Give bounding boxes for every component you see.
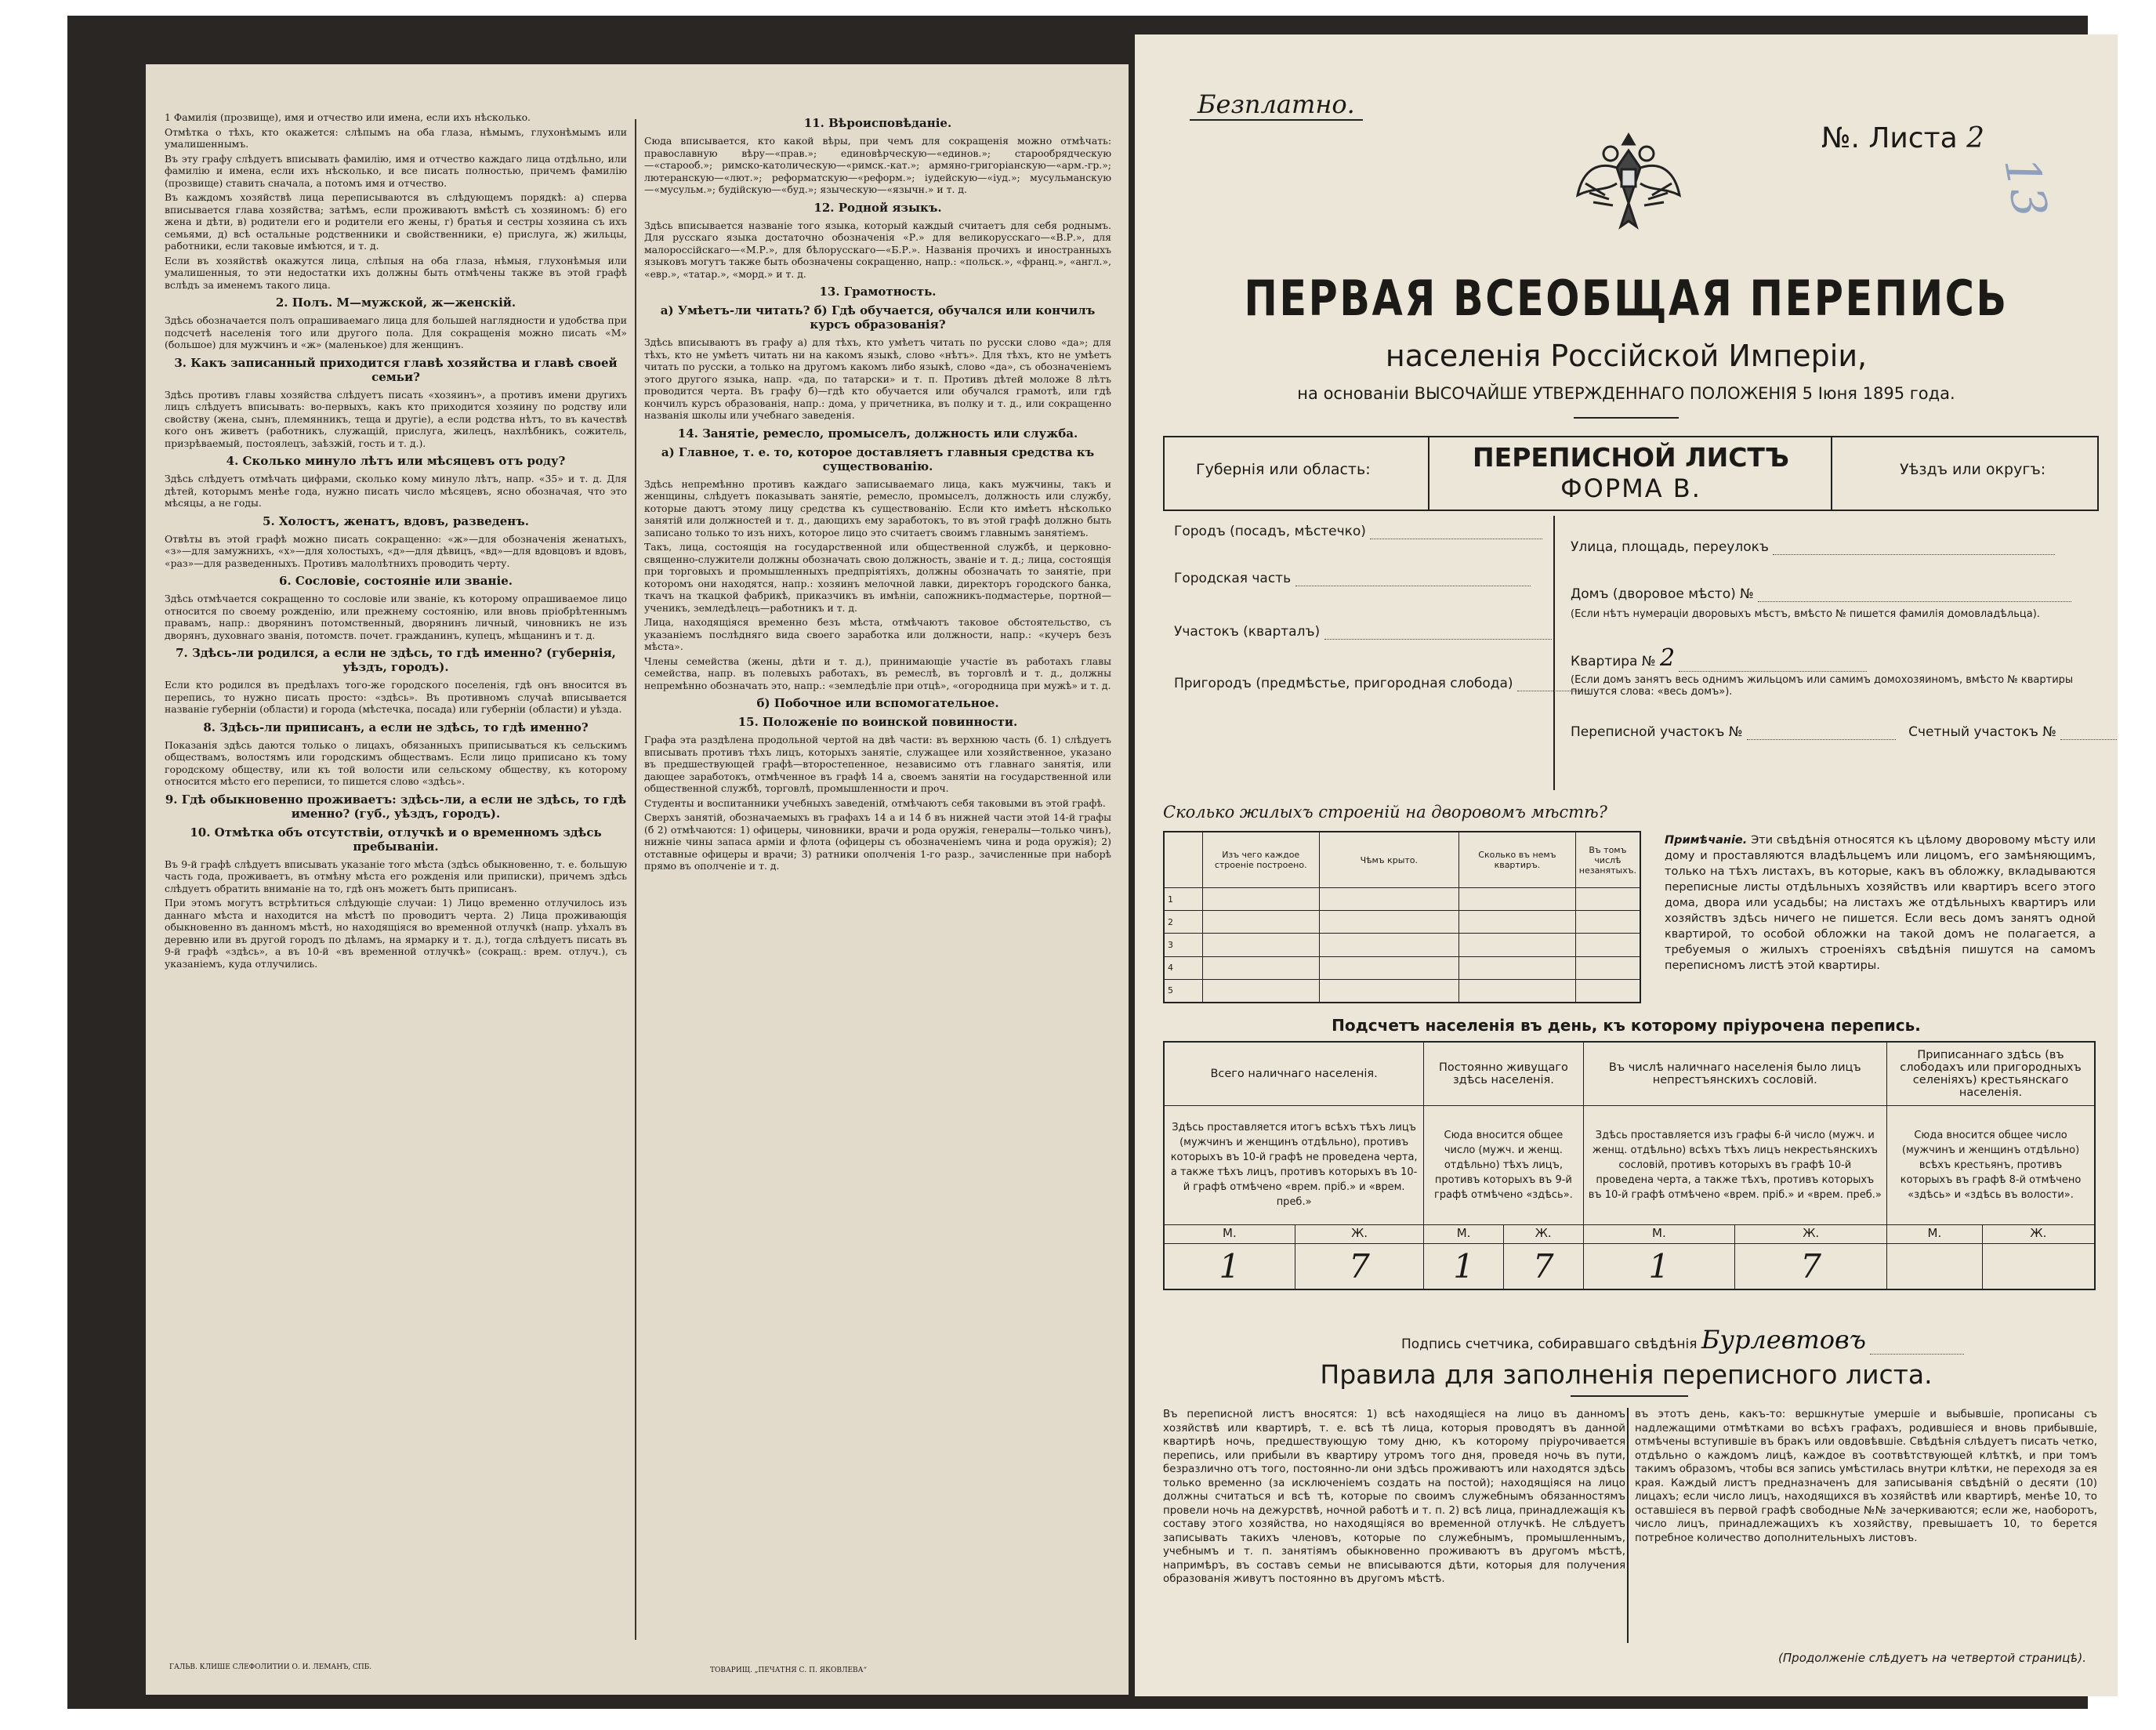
yard-note-text: Эти свѣдѣнія относятся къ цѣлому дворовому мѣсту или дому и проставляются владѣльцемъ или лицомъ, его замѣняющимъ, только на тѣхъ листахъ, въ которые, какъ въ обложку, вкладываются переписные листы отдѣльныхъ хозяйствъ или квартиръ всего этого дома, двора или усадьбы; на листахъ же отдѣльныхъ квартиръ или хозяйствъ здѣсь ничего не пишется. Если весь домъ занятъ одной квартирой, то особой обложки на такой домъ не полагается, а требуемыя о жилыхъ строеніяхъ свѣдѣнія пишутся на самомъ переписномъ листѣ этой квартиры.	[1665, 834, 2096, 972]
instructions-column-2	[644, 111, 1111, 1648]
population-header-present: Всего наличнаго населенія.	[1164, 1042, 1424, 1105]
instruction-paragraph: Здѣсь вписываютъ въ графу а) для тѣхъ, кто умѣетъ читать по русски слово «да»; для тѣхъ, кто не умѣетъ читать ни на какомъ языкѣ, слово «нѣтъ». Для тѣхъ, кто не умѣетъ читать по русски, а только на другомъ какомъ либо языкѣ, слово «да», съ обозначеніемъ этого другого языка, напр. «да, по татарски» и т. п. Противъ дѣтей моложе 8 лѣтъ проводится черта. Въ графу б)—гдѣ кто обучается или обучался грамотѣ, или гдѣ кончилъ курсъ образованія, напр.: дома, у причетника, въ полку и т. д., или сокращенно названія школы или учебнаго заведенія.	[644, 336, 1111, 421]
population-header-resident: Постоянно живущаго здѣсь населенія.	[1424, 1042, 1583, 1105]
female-header: Ж.	[1295, 1225, 1423, 1244]
address-city-part-label: Городская часть	[1174, 571, 1292, 586]
instruction-paragraph: 1 Фамилія (прозвище), имя и отчество или имена, если ихъ нѣсколько.	[165, 111, 531, 123]
apartment-label: Квартира №	[1571, 654, 1656, 669]
instruction-paragraph: Здѣсь непремѣнно противъ каждаго записываемаго лица, какъ мужчины, такъ и женщины, слѣдуетъ показывать занятіе, ремесло, промыселъ, должность или службу, которые даютъ этому лицу средства къ существованію. Если кто имѣетъ нѣсколько занятій или должностей и т. д., дающихъ ему заработокъ, то въ этой графѣ должно быть записано только то изъ нихъ, которое лицо это считаетъ своимъ главнымъ занятіемъ.	[644, 477, 1111, 539]
instruction-heading: 12. Родной языкъ.	[813, 200, 942, 215]
instruction-paragraph: Здѣсь отмѣчается сокращенно то сословіе или званіе, къ которому опрашиваемое лицо относится по своему рожденію, или прежнему состоянію, или вновь пріобрѣтеннымъ правамъ, напр.: дворянинъ потомственный, дворянинъ личный, чиновникъ не изъ дворянъ, духовнаго званія, потомств. почет. гражданинъ, купецъ, мѣщанинъ и т. д.	[165, 593, 627, 641]
instruction-paragraph: При этомъ могутъ встрѣтиться слѣдующіе случаи: 1) Лицо временно отлучилось изъ даннаго мѣста и находится на мѣстѣ по проводитъ черта. 2) Лица проживающія обыкновенно въ данномъ мѣстѣ, но находящіяся во временной отлучкѣ (напр. уѣхалъ въ деревню или въ другой городъ по дѣламъ, на ярмарку и т. д.), тогда слѣдуетъ писать въ 9-й графѣ «здѣсь», а въ 10-й «въ временной отлучкѣ» (сокращ.: врем. отлуч.), съ указаніемъ, куда отлучились.	[165, 897, 627, 970]
table-row	[1164, 979, 1640, 1003]
house-label: Домъ (дворовое мѣсто) №	[1571, 586, 1754, 602]
instruction-paragraph: Если кто родился въ предѣлахъ того-же городского поселенія, гдѣ онъ вносится въ перепись, то нужно писать просто: «здѣсь». Въ противномъ случаѣ вписывается названіе губерніи (области) и города (мѣстечка, посада) или губерніи (области) и уѣзда.	[165, 679, 627, 715]
instruction-heading: 2. Полъ. М—мужской, ж—женскій.	[275, 296, 516, 310]
male-header: М.	[1424, 1225, 1504, 1244]
yard-buildings-table	[1163, 831, 1641, 1003]
table-row	[1164, 956, 1640, 979]
address-city-part	[1174, 571, 1531, 586]
instruction-paragraph: Лица, находящіяся временно безъ мѣста, отмѣчаютъ таковое обстоятельство, съ указаніемъ послѣдняго вида своего заработка или должности, напр.: «кучеръ безъ мѣста».	[644, 616, 1111, 652]
male-header: М.	[1887, 1225, 1983, 1244]
non-peasant-male-count: 1	[1583, 1243, 1735, 1289]
table-row	[1164, 934, 1640, 956]
instruction-heading: а) Умѣетъ-ли читать? б) Гдѣ обучается, обучался или кончилъ курсъ образованія?	[660, 303, 1096, 332]
instruction-paragraph: Въ 9-й графѣ слѣдуетъ вписывать указаніе того мѣста (здѣсь обыкновенно, т. е. большую часть года, проживаетъ, въ отмѣну мѣста его рожденія или приписки), причемъ здѣсь слѣдуетъ обратить вниманіе на то, гдѣ онъ можетъ быть приписанъ.	[165, 858, 627, 894]
instruction-paragraph: Отвѣты въ этой графѣ можно писать сокращенно: «ж»—для обозначенія женатыхъ, «з»—для замужнихъ, «х»—для холостыхъ, «д»—для дѣвицъ, «вд»—для вдовцовъ и вдовъ, «раз»—для разведенныхъ. Противъ малолѣтнихъ проводить черту.	[165, 532, 627, 569]
house-note: (Если нѣтъ нумераціи дворовыхъ мѣстъ, вмѣсто № пишется фамилія домовладѣльца).	[1571, 608, 2040, 620]
instruction-heading: 8. Здѣсь-ли приписанъ, а если не здѣсь, то гдѣ именно?	[203, 720, 589, 734]
instruction-heading: 15. Положеніе по воинской повинности.	[737, 715, 1018, 729]
signature-value: Бурлевтовъ	[1701, 1325, 1866, 1355]
female-header: Ж.	[1503, 1225, 1583, 1244]
instruction-heading: а) Главное, т. е. то, которое доставляетъ главныя средства къ существованію.	[661, 444, 1095, 473]
census-district-label: Переписной участокъ №	[1571, 724, 1743, 740]
street-field	[1571, 539, 2055, 555]
census-title: ПЕРВАЯ ВСЕОБЩАЯ ПЕРЕПИСЬ	[1244, 270, 2009, 327]
table-row	[1164, 911, 1640, 934]
population-header-peasant: Приписаннаго здѣсь (въ слободахъ или пригородныхъ селеніяхъ) крестьянскаго населенія.	[1887, 1042, 2095, 1105]
street-label: Улица, площадь, переулокъ	[1571, 539, 1769, 555]
instruction-paragraph: Здѣсь противъ главы хозяйства слѣдуетъ писать «хозяинъ», а противъ имени другихъ лицъ слѣдуетъ вписывать: во-первыхъ, какъ кто приходится хозяину по родству или свойству (жена, сынъ, племянникъ, теща и другіе), а если родства нѣтъ, то въ качествѣ кого онъ живетъ (работникъ, служащій, прислуга, жилецъ, нахлѣбникъ, сожитель, призрѣваемый, постоялецъ, заѣзжій, гость и т. д.).	[165, 388, 627, 449]
instruction-paragraph: Здѣсь слѣдуетъ отмѣчать цифрами, сколько кому минуло лѣтъ, напр. «35» и т. д. Для дѣтей, которымъ менѣе года, нужно писать число мѣсяцевъ, ясно обозначая, что это мѣсяцы, а не годы.	[165, 473, 627, 509]
sheet-number-label: №. Листа	[1821, 122, 1958, 154]
printer-credit-left: ГАЛЬВ. КЛИШЕ СЛЕФОЛИТИИ О. И. ЛЕМАНЪ, СПБ.	[169, 1663, 372, 1671]
address-quarter	[1174, 624, 1552, 640]
yard-header-vacant: Въ томъ числѣ незанятыхъ.	[1575, 832, 1640, 888]
male-header: М.	[1583, 1225, 1735, 1244]
population-desc-non-peasant: Здѣсь проставляется изъ графы 6-й число (мужч. и женщ. отдѣльно) всѣхъ тѣхъ лицъ некрестьянскихъ сословій, противъ которыхъ въ графѣ 10-й проведена черта, а также тѣхъ, противъ которыхъ въ 10-й графѣ отмѣчено «врем. пріб.» и «врем. преб.»	[1583, 1105, 1887, 1224]
peasant-female-count	[1982, 1243, 2095, 1289]
free-label: Безплатно.	[1190, 89, 1363, 121]
instruction-heading: 9. Гдѣ обыкновенно проживаетъ: здѣсь-ли, а если не здѣсь, то гдѣ именно? (губ., уѣздъ, городъ).	[165, 792, 627, 821]
instruction-heading: 13. Грамотность.	[819, 285, 937, 299]
yard-question: Сколько жилыхъ строеній на дворовомъ мѣстѣ?	[1163, 803, 1607, 821]
yard-row-number: 3	[1164, 934, 1202, 956]
address-city-label: Городъ (посадъ, мѣстечко)	[1174, 524, 1366, 539]
instruction-paragraph: Здѣсь обозначается полъ опрашиваемаго лица для большей наглядности и удобства при подсчетѣ населенія того или другого пола. Для сокращенія можно писать «М» (большое) для мужчинъ и «ж» (маленькое) для женщинъ.	[165, 314, 627, 350]
yard-header-material: Изъ чего каждое строеніе построено.	[1202, 832, 1319, 888]
instruction-heading: 4. Сколько минуло лѣтъ или мѣсяцевъ отъ роду?	[226, 454, 566, 468]
yard-row-number: 1	[1164, 888, 1202, 911]
continuation-note: (Продолженіе слѣдуетъ на четвертой страницѣ).	[1778, 1651, 2086, 1665]
province-label: Губернія или область:	[1196, 461, 1371, 478]
rules-column-1: Въ переписной листъ вносятся: 1) всѣ находящіеся на лицо въ данномъ хозяйствѣ или квартирѣ, т. е. всѣ тѣ лица, которыя проводятъ въ данной квартирѣ ночь, предшествующую тому дню, къ которому пріурочивается перепись, или прибыли въ квартиру утромъ того дня, проведя ночь въ пути, безразлично отъ того, постоянно-ли они здѣсь проживаютъ или находятся здѣсь только временно (за исключеніемъ создать на постой); находящіяся на лицо должны считаться и всѣ тѣ, которые по своимъ служебнымъ обязанностямъ провели ночь на дежурствѣ, ночной работѣ и т. п. 2) всѣ лица, принадлежащія къ составу этого хозяйства, но находящіяся во временной отлучкѣ. Не слѣдуетъ записывать такихъ членовъ, которые по служебнымъ, промышленнымъ, учебнымъ и т. п. занятіямъ обыкновенно проживаютъ въ другомъ мѣстѣ, напримѣръ, въ составъ семьи не вписываются дѣти, которыя для получения образованія живутъ постоянно въ другомъ мѣстѣ.	[1163, 1409, 1625, 1585]
instruction-paragraph: Отмѣтка о тѣхъ, кто окажется: слѣпымъ на оба глаза, нѣмымъ, глухонѣмымъ или умалишеннымъ.	[165, 125, 627, 150]
archive-number: 13	[1992, 153, 2057, 222]
yard-row-number: 2	[1164, 911, 1202, 934]
address-suburb	[1174, 676, 1588, 691]
apartment-value: 2	[1659, 644, 1676, 672]
sheet-name: ПЕРЕПИСНОЙ ЛИСТЪ	[1473, 442, 1789, 473]
instruction-paragraph: Графа эта раздѣлена продольной чертой на двѣ части: въ верхнюю часть (б. 1) слѣдуетъ вписывать противъ тѣхъ лицъ, которыхъ занятіе, служащее или хозяйственное, указано въ предшествующей графѣ—второстепенное, независимо отъ главнаго занятія, или дающее заработокъ, отмѣченное въ графѣ 14 а, своемъ занятіи на государственной или общественной службѣ, торговлѣ, промышленности и проч.	[644, 734, 1111, 794]
instruction-paragraph: Сверхъ занятій, обозначаемыхъ въ графахъ 14 а и 14 б въ нижней части этой 14-й графы (б 2) отмѣчаются: 1) офицеры, чиновники, врачи и рода оружія, генералы—только чинъ), нижніе чины запаса арміи и флота (офицеры съ обозначеніемъ чина и рода оружія); 2) отставные офицеры и врачи; 3) ратники ополченія 1-го разр., зачисленные при наборѣ прямо въ ополченіе и т. д.	[644, 811, 1111, 872]
title-rule	[1574, 417, 1679, 419]
instruction-heading: 11. Вѣроисповѣданіе.	[803, 116, 952, 130]
population-header-non-peasant: Въ числѣ наличнаго населенія было лицъ непрестъянскихъ сословій.	[1583, 1042, 1887, 1105]
rules-rule	[1571, 1395, 1688, 1397]
form-header-box	[1163, 436, 2099, 511]
district-label: Уѣздъ или округъ:	[1900, 461, 2046, 478]
yard-header-apartments: Сколько въ немъ квартиръ.	[1459, 832, 1576, 888]
population-heading: Подсчетъ населенія въ день, къ которому пріурочена перепись.	[1332, 1016, 1921, 1035]
apartment-field	[1571, 644, 1867, 672]
present-female-count: 7	[1295, 1243, 1423, 1289]
sheet-number	[1821, 122, 1984, 154]
instruction-heading: 3. Какъ записанный приходится главѣ хозяйства и главѣ своей семьи?	[174, 355, 618, 384]
open-census-book	[67, 16, 2097, 1709]
population-desc-present: Здѣсь проставляется итогъ всѣхъ тѣхъ лицъ (мужчинъ и женщинъ отдѣльно), противъ которыхъ въ 10-й графѣ не проведена черта, а также тѣхъ лицъ, противъ которыхъ въ 10-й графѣ отмѣчено «врем. пріб.» и «врем. преб.»	[1164, 1105, 1424, 1224]
instruction-paragraph: Здѣсь вписывается названіе того языка, который каждый считаетъ для себя роднымъ. Для русскаго языка достаточно обозначенія «Р.» для великорусскаго—«В.Р.», для малороссійскаго—«М.Р.», для бѣлорусскаго—«Б.Р.». Названія прочихъ и иностранныхъ языковъ могутъ также быть обозначены сокращенно, напр.: «польск.», «франц.», «англ.», «евр.», «татар.», «морд.» и т. д.	[644, 219, 1111, 280]
enumerator-signature	[1401, 1325, 1964, 1355]
double-headed-eagle-icon	[1570, 121, 1687, 238]
population-count-table	[1163, 1041, 2096, 1290]
present-male-count: 1	[1164, 1243, 1295, 1289]
instruction-heading: 6. Сословіе, состояніе или званіе.	[279, 574, 513, 588]
instructions-column-1	[165, 111, 627, 1648]
address-section	[1163, 508, 2096, 798]
printer-credit-right: ТОВАРИЩ. „ПЕЧАТНЯ С. П. ЯКОВЛЕВА“	[710, 1667, 868, 1674]
instruction-heading: 7. Здѣсь-ли родился, а если не здѣсь, то гдѣ именно? (губернія, уѣздъ, городъ).	[176, 646, 616, 674]
yard-header-roof: Чѣмъ крыто.	[1319, 832, 1458, 888]
peasant-male-count	[1887, 1243, 1983, 1289]
instruction-paragraph: Сюда вписывается, кто какой вѣры, при чемъ для сокращенія можно отмѣчать: православную вѣру—«прав.»; единовѣрческую—«единов.»; старообрядческую—«старооб.»; римско-католическую—«римск.-кат.»; армяно-григоріанскую—«арм.-гр.»; лютеранскую—«лют.»; реформатскую—«реформ.»; іудейскую—«іуд.»; мусульманскую—«мусульм.»; будійскую—«буд.»; языческую—«язычн.» и т. д.	[644, 135, 1111, 195]
rules-divider	[1627, 1408, 1629, 1643]
instruction-heading: б) Побочное или вспомогательное.	[756, 696, 999, 710]
apartment-note: (Если домъ занятъ весь однимъ жильцомъ или самимъ домохозяиномъ, вмѣсто № квартиры пишутся слова: «весь домъ»).	[1571, 674, 2074, 698]
census-form-page	[1135, 34, 2118, 1696]
address-divider	[1553, 516, 1555, 790]
yard-row-number: 4	[1164, 956, 1202, 979]
yard-number-header	[1164, 832, 1202, 888]
census-legal-basis: на основаніи ВЫСОЧАЙШЕ УТВЕРЖДЕННАГО ПОЛОЖЕНІЯ 5 Іюня 1895 года.	[1297, 384, 1955, 403]
female-header: Ж.	[1735, 1225, 1887, 1244]
table-row	[1164, 888, 1640, 911]
address-quarter-label: Участокъ (кварталъ)	[1174, 624, 1321, 640]
resident-female-count: 7	[1503, 1243, 1583, 1289]
male-header: М.	[1164, 1225, 1295, 1244]
address-suburb-label: Пригородъ (предмѣстье, пригородная слобода)	[1174, 676, 1513, 691]
census-district-field	[1571, 724, 2118, 740]
instruction-paragraph: Показанія здѣсь даются только о лицахъ, обязанныхъ приписываться къ сельскимъ обществамъ, волостямъ или городскимъ обществамъ. Если лицо приписано къ тому городскому обществу, или къ той волости или сельскому обществу, къ которому относится мѣсто его переписи, то пишется слово «здѣсь».	[165, 738, 627, 787]
population-desc-resident: Сюда вносится общее число (мужч. и женщ. отдѣльно) тѣхъ лицъ, противъ которыхъ въ 9-й графѣ отмѣчено «здѣсь».	[1424, 1105, 1583, 1224]
instruction-paragraph: Въ эту графу слѣдуетъ вписывать фамилію, имя и отчество каждаго лица отдѣльно, или фамилію и имена, если ихъ нѣсколько, и все писать полностью, причемъ фамилію (прозвище) ставить сначала, а потомъ имя и отчество.	[165, 152, 627, 189]
instruction-paragraph: Студенты и воспитанники учебныхъ заведеній, отмѣчаютъ себя таковыми въ этой графѣ.	[644, 796, 1106, 809]
resident-male-count: 1	[1424, 1243, 1504, 1289]
female-header: Ж.	[1982, 1225, 2095, 1244]
rules-column-2: въ этотъ день, какъ-то: вершкнутые умершіе и выбывшіе, прописаны съ надлежащими отмѣтками во всѣхъ графахъ, родившіеся и вновь прибывшіе, отмѣчены вступившіе въ бракъ или овдовѣвшіе. Свѣдѣнія слѣдуетъ писать четко, отдѣльно о каждомъ лицѣ, каждое въ соотвѣтствующей клѣткѣ, и при томъ такимъ образомъ, чтобы вся запись умѣстилась внутри клѣтки, не переходя за ея края. Каждый листъ предназначенъ для записыванія свѣдѣній о десяти (10) лицахъ; если число лицъ, находящихся въ хозяйствѣ или квартирѣ, менѣе 10, то оставшіеся въ первой графѣ свободные №№ зачеркиваются; если же, наоборотъ, число лицъ, принадлежащихъ къ хозяйству, превышаетъ 10, то берется потребное количество дополнительныхъ листовъ.	[1635, 1409, 2097, 1544]
population-desc-peasant: Сюда вносится общее число (мужчинъ и женщинъ отдѣльно) всѣхъ крестьянъ, противъ которыхъ въ графѣ 8-й отмѣчено «здѣсь» и «здѣсь въ волости».	[1887, 1105, 2095, 1224]
left-instructions-page	[146, 64, 1129, 1695]
rules-heading: Правила для заполненія переписного листа.	[1320, 1359, 1933, 1390]
instruction-paragraph: Члены семейства (жены, дѣти и т. д.), принимающіе участіе въ работахъ главы семейства, напр. въ полевыхъ работахъ, въ ремеслѣ, въ торговлѣ и т. д., должны непремѣнно обозначать это, напр.: «земледѣліе при отцѣ», «огородница при мужѣ» и т. д.	[644, 655, 1111, 691]
census-subtitle: населенія Россійской Имперіи,	[1385, 339, 1868, 373]
column-divider	[635, 119, 636, 1640]
instruction-paragraph: Въ каждомъ хозяйствѣ лица переписываются въ слѣдующемъ порядкѣ: а) сперва вписывается глава хозяйства; затѣмъ, если проживаютъ вмѣстѣ съ хозяиномъ: б) его жена и дѣти, в) родители его и родители его жены, г) братья и сестры хозяина съ ихъ семьями, д) всѣ остальные родственники и свойственники, е) прислуга, ж) жильцы, работники, если таковые имѣются, и т. д.	[165, 191, 627, 252]
instruction-heading: 14. Занятіе, ремесло, промыселъ, должность или служба.	[677, 426, 1078, 441]
yard-note-title: Примѣчаніе.	[1665, 834, 1748, 847]
counting-district-label: Счетный участокъ №	[1908, 724, 2056, 740]
non-peasant-female-count: 7	[1735, 1243, 1887, 1289]
yard-row-number: 5	[1164, 979, 1202, 1003]
instruction-heading: 10. Отмѣтка объ отсутствіи, отлучкѣ и о временномъ здѣсь пребываніи.	[190, 825, 602, 854]
yard-note	[1665, 832, 2096, 974]
house-field	[1571, 586, 2071, 602]
signature-label: Подпись счетчика, собиравшаго свѣдѣнія	[1401, 1336, 1698, 1352]
sheet-number-value: 2	[1966, 122, 1984, 154]
address-city	[1174, 524, 1542, 539]
instruction-paragraph: Такъ, лица, состоящія на государственной или общественной службѣ, и церковно-священно-служители должны обозначать свою должность, званіе и т. д.; лица, состоящія при торговыхъ и промышленныхъ предпріятіяхъ, должны обозначать то занятіе, при которомъ они находятся, напр.: хозяинъ мелочной лавки, директоръ городского банка, ткачъ на ткацкой фабрикѣ, приказчикъ въ имѣніи, сапожникъ-подмастерье, портной—ученикъ, земледѣлецъ—работникъ и т. д.	[644, 541, 1111, 614]
instruction-paragraph: Если въ хозяйствѣ окажутся лица, слѣпыя на оба глаза, нѣмыя, глухонѣмыя или умалишенныя, то эти недостатки ихъ должны быть отмѣчены также въ этой графѣ вслѣдъ за именемъ такого лица.	[165, 254, 627, 291]
sheet-form: ФОРМА В.	[1560, 473, 1701, 503]
instruction-heading: 5. Холостъ, женатъ, вдовъ, разведенъ.	[263, 513, 529, 528]
